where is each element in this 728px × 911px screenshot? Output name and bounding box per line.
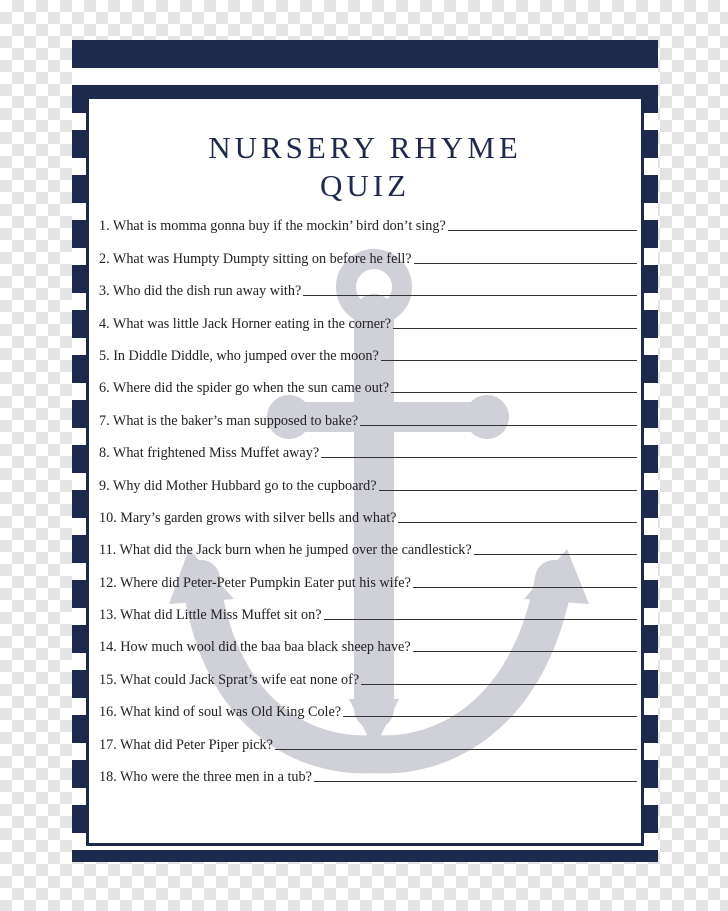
question-item [99, 754, 637, 786]
question-item [99, 689, 637, 721]
question-item [99, 333, 637, 365]
answer-line[interactable] [343, 716, 637, 717]
answer-line[interactable] [314, 781, 637, 782]
answer-line[interactable] [379, 490, 637, 491]
answer-line[interactable] [398, 522, 637, 523]
question-item [99, 656, 637, 688]
question-text: 9. Why did Mother Hubbard go to the cupboard? [99, 477, 377, 494]
question-text: 18. Who were the three men in a tub? [99, 769, 312, 786]
question-text: 11. What did the Jack burn when he jumped over the candlestick? [99, 542, 472, 559]
answer-line[interactable] [393, 328, 637, 329]
question-item [99, 527, 637, 559]
question-text: 3. Who did the dish run away with? [99, 283, 302, 300]
question-text: 15. What could Jack Sprat’s wife eat none of? [99, 671, 360, 688]
answer-line[interactable] [414, 263, 637, 264]
answer-line[interactable] [303, 295, 637, 296]
question-item [99, 721, 637, 753]
question-text: 10. Mary’s garden grows with silver bells and what? [99, 509, 397, 526]
answer-line[interactable] [321, 457, 637, 458]
title-line-2: QUIZ [319, 168, 411, 203]
question-list [99, 203, 637, 786]
question-text: 6. Where did the spider go when the sun came out? [99, 380, 390, 397]
question-text: 13. What did Little Miss Muffet sit on? [99, 607, 322, 624]
question-text: 17. What did Peter Piper pick? [99, 736, 273, 753]
question-item [99, 235, 637, 267]
question-text: 7. What is the baker’s man supposed to bake? [99, 412, 359, 429]
answer-line[interactable] [448, 230, 637, 231]
question-text: 14. How much wool did the baa baa black sheep have? [99, 639, 411, 656]
answer-line[interactable] [413, 587, 637, 588]
question-text: 12. Where did Peter-Peter Pumpkin Eater put his wife? [99, 574, 411, 591]
question-text: 1. What is momma gonna buy if the mockin’ bird don’t sing? [99, 218, 446, 235]
answer-line[interactable] [381, 360, 637, 361]
quiz-sheet [86, 96, 644, 846]
question-item [99, 365, 637, 397]
answer-line[interactable] [413, 651, 637, 652]
question-item [99, 462, 637, 494]
question-text: 5. In Diddle Diddle, who jumped over the moon? [99, 347, 379, 364]
question-item [99, 495, 637, 527]
page-title [89, 129, 641, 205]
answer-line[interactable] [361, 684, 637, 685]
question-text: 4. What was little Jack Horner eating in the corner? [99, 315, 392, 332]
question-item [99, 300, 637, 332]
answer-line[interactable] [474, 554, 637, 555]
question-text: 2. What was Humpty Dumpty sitting on before he fell? [99, 250, 412, 267]
question-item [99, 592, 637, 624]
question-item [99, 203, 637, 235]
answer-line[interactable] [275, 749, 637, 750]
question-text: 8. What frightened Miss Muffet away? [99, 445, 320, 462]
question-item [99, 624, 637, 656]
answer-line[interactable] [391, 392, 637, 393]
title-line-1: NURSERY RHYME [208, 130, 522, 165]
answer-line[interactable] [360, 425, 637, 426]
question-item [99, 397, 637, 429]
question-text: 16. What kind of soul was Old King Cole? [99, 704, 342, 721]
quiz-page [72, 40, 658, 862]
question-item [99, 559, 637, 591]
answer-line[interactable] [324, 619, 637, 620]
question-item [99, 268, 637, 300]
question-item [99, 430, 637, 462]
